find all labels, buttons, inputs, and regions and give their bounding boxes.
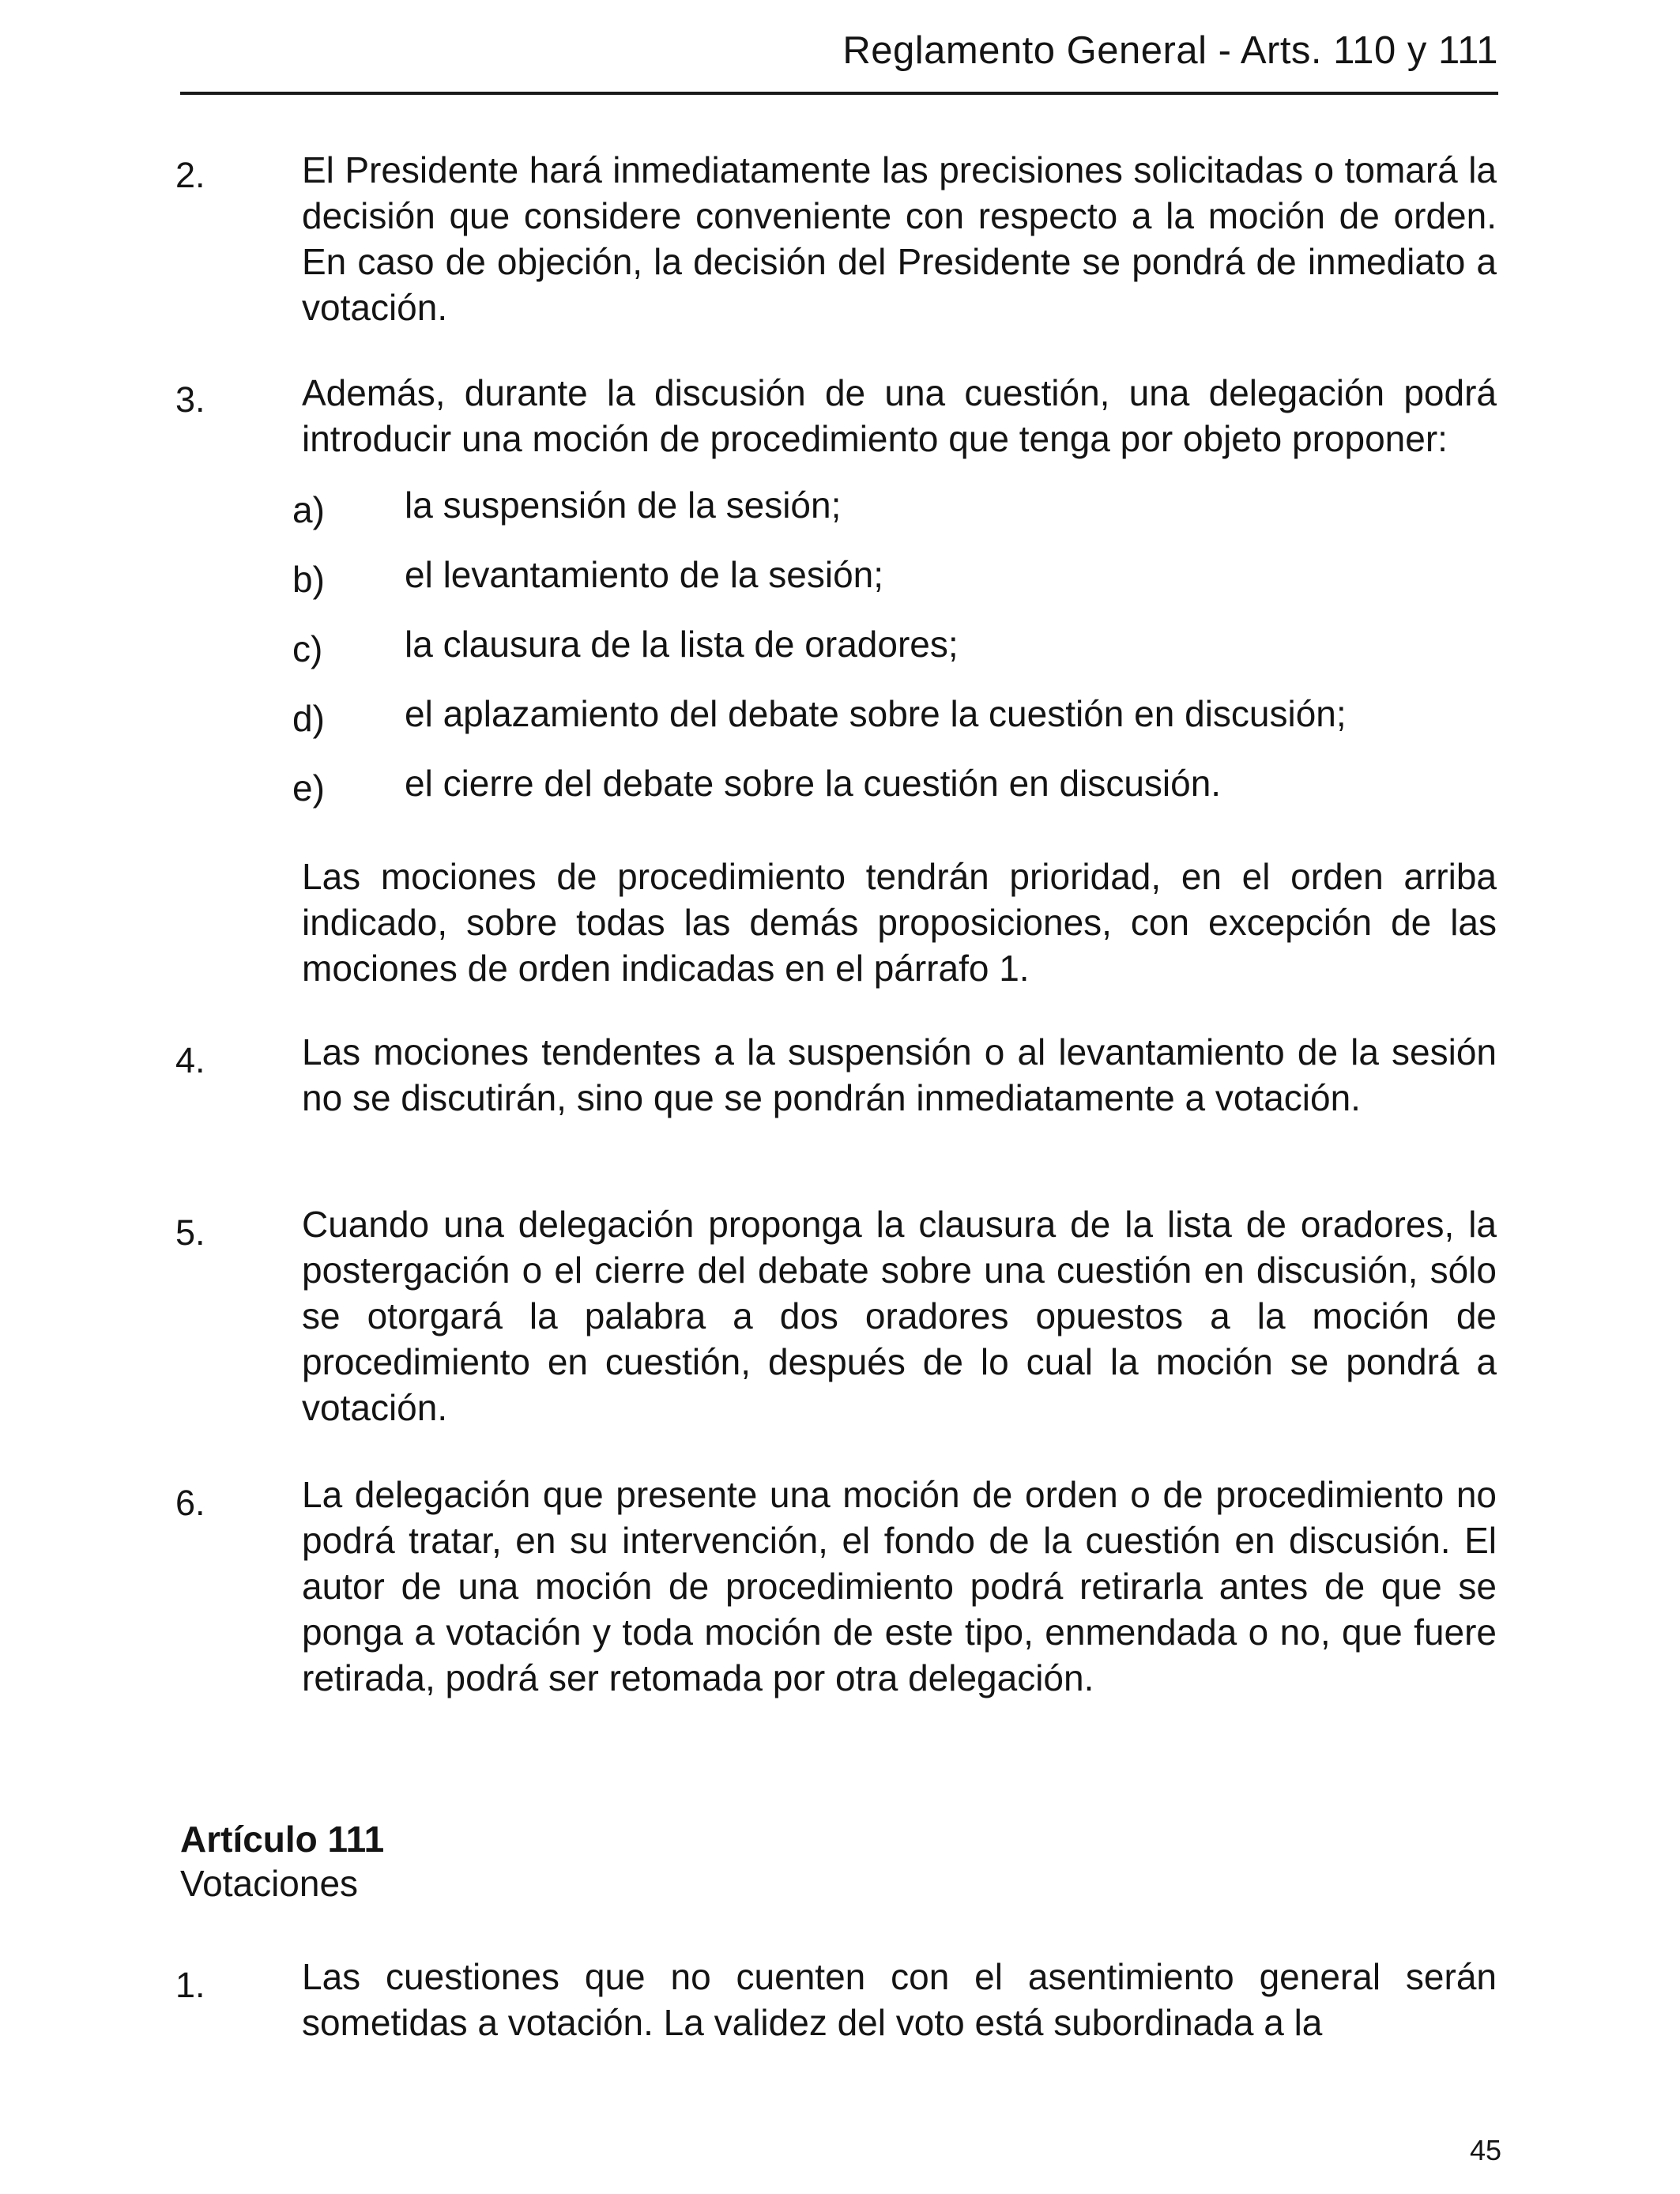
list-item-text: el levantamiento de la sesión; — [405, 554, 884, 595]
header-rule — [180, 92, 1498, 95]
paragraph-number: 1. — [175, 1965, 205, 2005]
list-item-letter: d) — [292, 698, 325, 739]
list-item-letter: e) — [292, 767, 325, 809]
running-header: Reglamento General - Arts. 110 y 111 — [842, 29, 1498, 72]
paragraph-number: 6. — [175, 1483, 205, 1523]
paragraph-text: Las cuestiones que no cuenten con el asentimiento general serán sometidas a votación. La validez del voto está subordinada a la — [302, 1956, 1497, 2043]
list-item-text: la clausura de la lista de oradores; — [405, 624, 959, 665]
paragraph-number: 2. — [175, 155, 205, 195]
paragraph-text: La delegación que presente una moción de orden o de procedimiento no podrá tratar, en su intervención, el fondo de la cuestión en discusión. El autor de una moción de procedimiento podrá retirarla antes de que se ponga a votación y toda moción de este tipo, enmendada o no, que fuere retirada, podrá ser retomada por otra delegación. — [302, 1474, 1497, 1698]
list-item-letter: c) — [292, 628, 323, 669]
list-item-letter: a) — [292, 489, 325, 530]
paragraph-text: El Presidente hará inmediatamente las precisiones solicitadas o tomará la decisión que considere conveniente con respecto a la moción de orden. En caso de objeción, la decisión del Presidente se pondrá de inmediato a votación. — [302, 149, 1497, 328]
article-heading: Artículo 111 — [180, 1819, 385, 1860]
paragraph-text: Las mociones tendentes a la suspensión o al levantamiento de la sesión no se discutirán, sino que se pondrán inmediatamente a votación. — [302, 1031, 1497, 1118]
paragraph-number: 5. — [175, 1212, 205, 1253]
paragraph-number: 3. — [175, 379, 205, 420]
paragraph-number: 4. — [175, 1040, 205, 1080]
page-number: 45 — [1469, 2134, 1501, 2166]
paragraph-text: Cuando una delegación proponga la clausura de la lista de oradores, la postergación o el cierre del debate sobre una cuestión en discusión, sólo se otorgará la palabra a dos oradores opuestos a la moción de procedimiento en cuestión, después de lo cual la moción se pondrá a votación. — [302, 1204, 1497, 1428]
list-item-letter: b) — [292, 559, 325, 600]
list-item-text: el aplazamiento del debate sobre la cuestión en discusión; — [405, 693, 1347, 734]
article-subheading: Votaciones — [180, 1863, 359, 1904]
paragraph-text: Además, durante la discusión de una cuestión, una delegación podrá introducir una moción de procedimiento que tenga por objeto proponer: — [302, 372, 1497, 459]
paragraph-closing-text: Las mociones de procedimiento tendrán prioridad, en el orden arriba indicado, sobre todas las demás proposiciones, con excepción de las mociones de orden indicadas en el párrafo 1. — [302, 856, 1497, 989]
list-item-text: la suspensión de la sesión; — [405, 484, 842, 526]
list-item-text: el cierre del debate sobre la cuestión en discusión. — [405, 763, 1222, 804]
